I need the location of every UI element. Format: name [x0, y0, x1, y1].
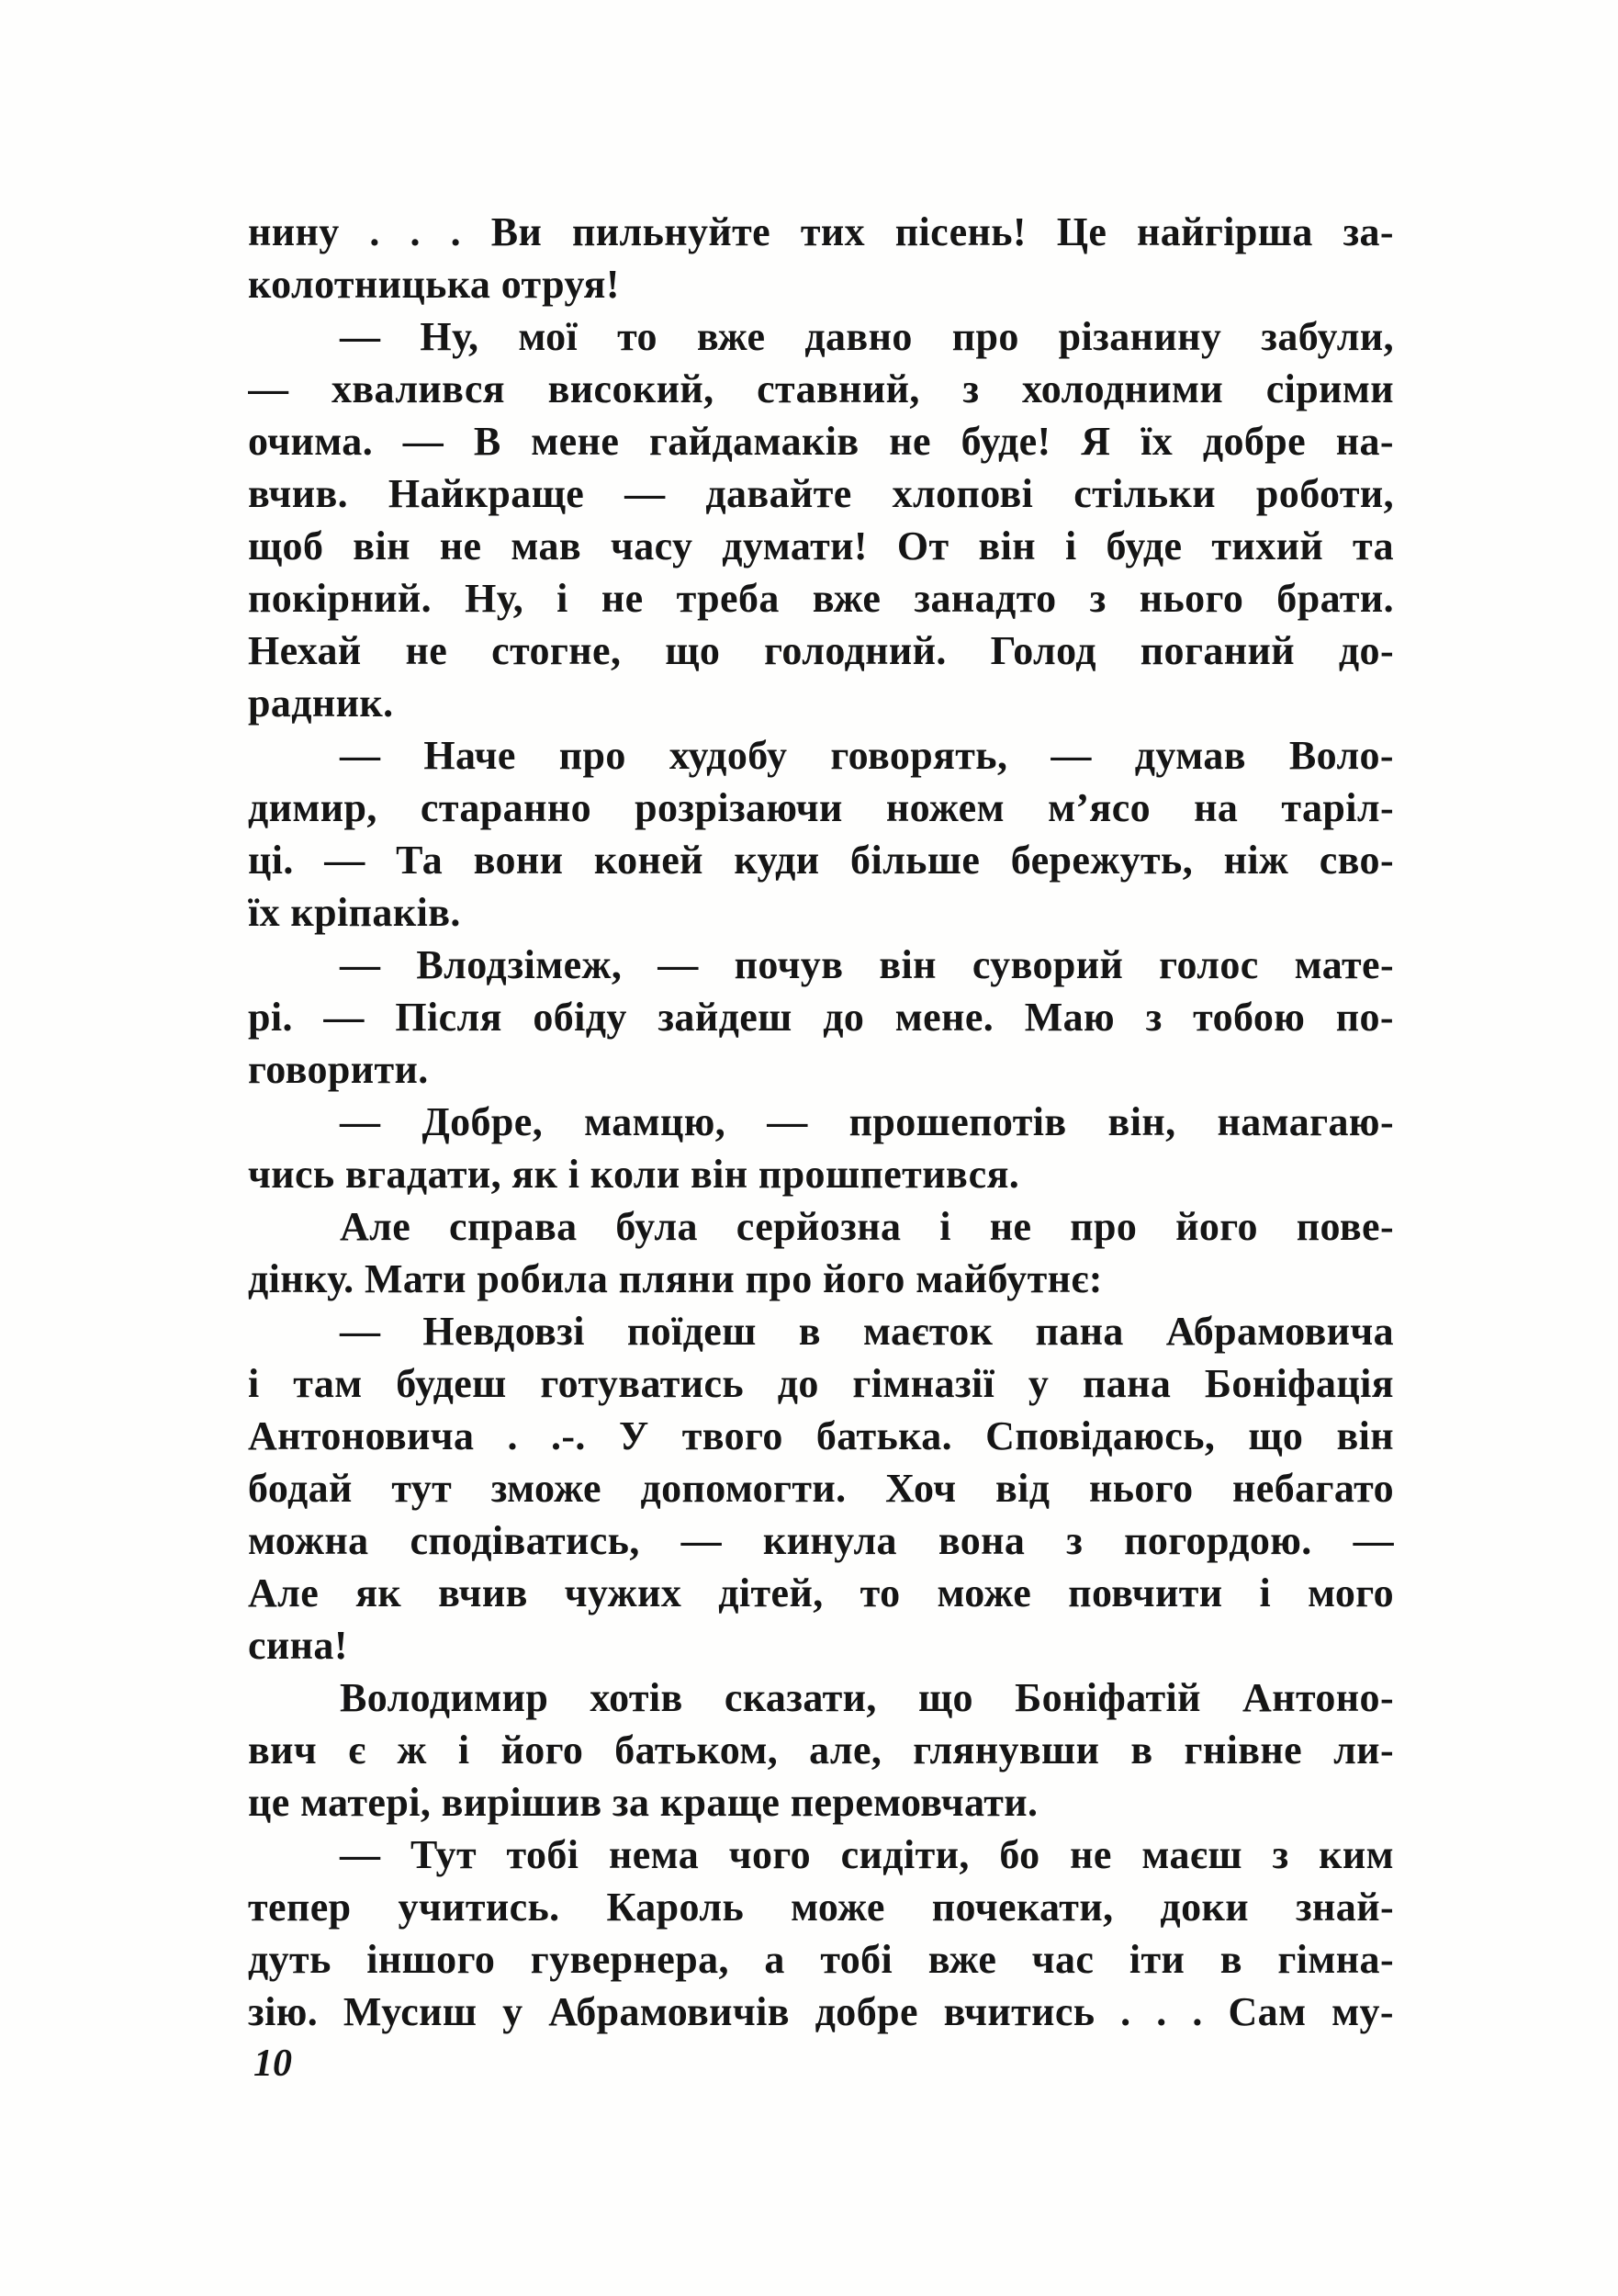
text-line: — Влодзімеж, — почув він суворий голос мате- — [340, 942, 1394, 987]
text-line: радник. — [248, 681, 394, 726]
text-line: Володимир хотів сказати, що Боніфатій Антоно- — [340, 1675, 1394, 1720]
text-line: колотницька отруя! — [248, 262, 620, 307]
text-line: покірний. Ну, і не треба вже занадто з нього брати. — [248, 576, 1394, 621]
text-line: Але справа була серйозна і не про його пове- — [340, 1204, 1394, 1249]
text-line: можна сподіватись, — кинула вона з погордою. — — [248, 1518, 1394, 1563]
text-line: димир, старанно розрізаючи ножем м’ясо на таріл- — [248, 785, 1394, 830]
text-line: Нехай не стогне, що голодний. Голод поганий до- — [248, 628, 1394, 673]
text-line: говорити. — [248, 1047, 429, 1092]
text-line: бодай тут зможе допомогти. Хоч від нього небагато — [248, 1466, 1394, 1511]
text-line: їх кріпаків. — [248, 890, 461, 935]
text-line: нину . . . Ви пильнуйте тих пісень! Це найгірша за- — [248, 209, 1394, 254]
text-line: рі. — Після обіду зайдеш до мене. Маю з тобою по- — [248, 995, 1394, 1040]
page-number: 10 — [253, 2043, 292, 2085]
text-line: Антоновича . .-. У твого батька. Сповідаюсь, що він — [248, 1413, 1394, 1458]
text-line: зію. Мусиш у Абрамовичів добре вчитись . . . Сам му- — [248, 1989, 1394, 2034]
text-line: — хвалився високий, ставний, з холодними сірими — [248, 366, 1394, 411]
text-line: і там будеш готуватись до гімназії у пана Боніфація — [248, 1361, 1394, 1406]
page-text — [248, 206, 1394, 2038]
text-line: — Невдовзі поїдеш в маєток пана Абрамовича — [340, 1309, 1394, 1354]
text-line: це матері, вирішив за краще перемовчати. — [248, 1780, 1039, 1825]
text-line: — Добре, мамцю, — прошепотів він, намагаю- — [340, 1099, 1394, 1144]
text-line: дуть іншого гувернера, а тобі вже час іти в гімна- — [248, 1937, 1394, 1982]
text-line: — Тут тобі нема чого сидіти, бо не маєш з ким — [340, 1832, 1394, 1877]
text-line: дінку. Мати робила пляни про його майбутнє: — [248, 1256, 1103, 1301]
text-line: ці. — Та вони коней куди більше бережуть, ніж сво- — [248, 838, 1394, 883]
text-line: щоб він не мав часу думати! От він і буде тихий та — [248, 523, 1394, 568]
text-line: тепер учитись. Кароль може почекати, доки знай- — [248, 1885, 1394, 1930]
text-line: очима. — В мене гайдамаків не буде! Я їх добре на- — [248, 419, 1394, 464]
text-line: чись вгадати, як і коли він прошпетився. — [248, 1152, 1020, 1197]
text-line: вчив. Найкраще — давайте хлопові стільки роботи, — [248, 471, 1394, 516]
text-line: вич є ж і його батьком, але, глянувши в гнівне ли- — [248, 1728, 1394, 1773]
text-line: — Наче про худобу говорять, — думав Воло- — [340, 733, 1394, 778]
text-line: сина! — [248, 1623, 348, 1668]
text-line: Але як вчив чужих дітей, то може повчити і мого — [248, 1570, 1394, 1615]
text-line: — Ну, мої то вже давно про різанину забули, — [340, 314, 1394, 359]
